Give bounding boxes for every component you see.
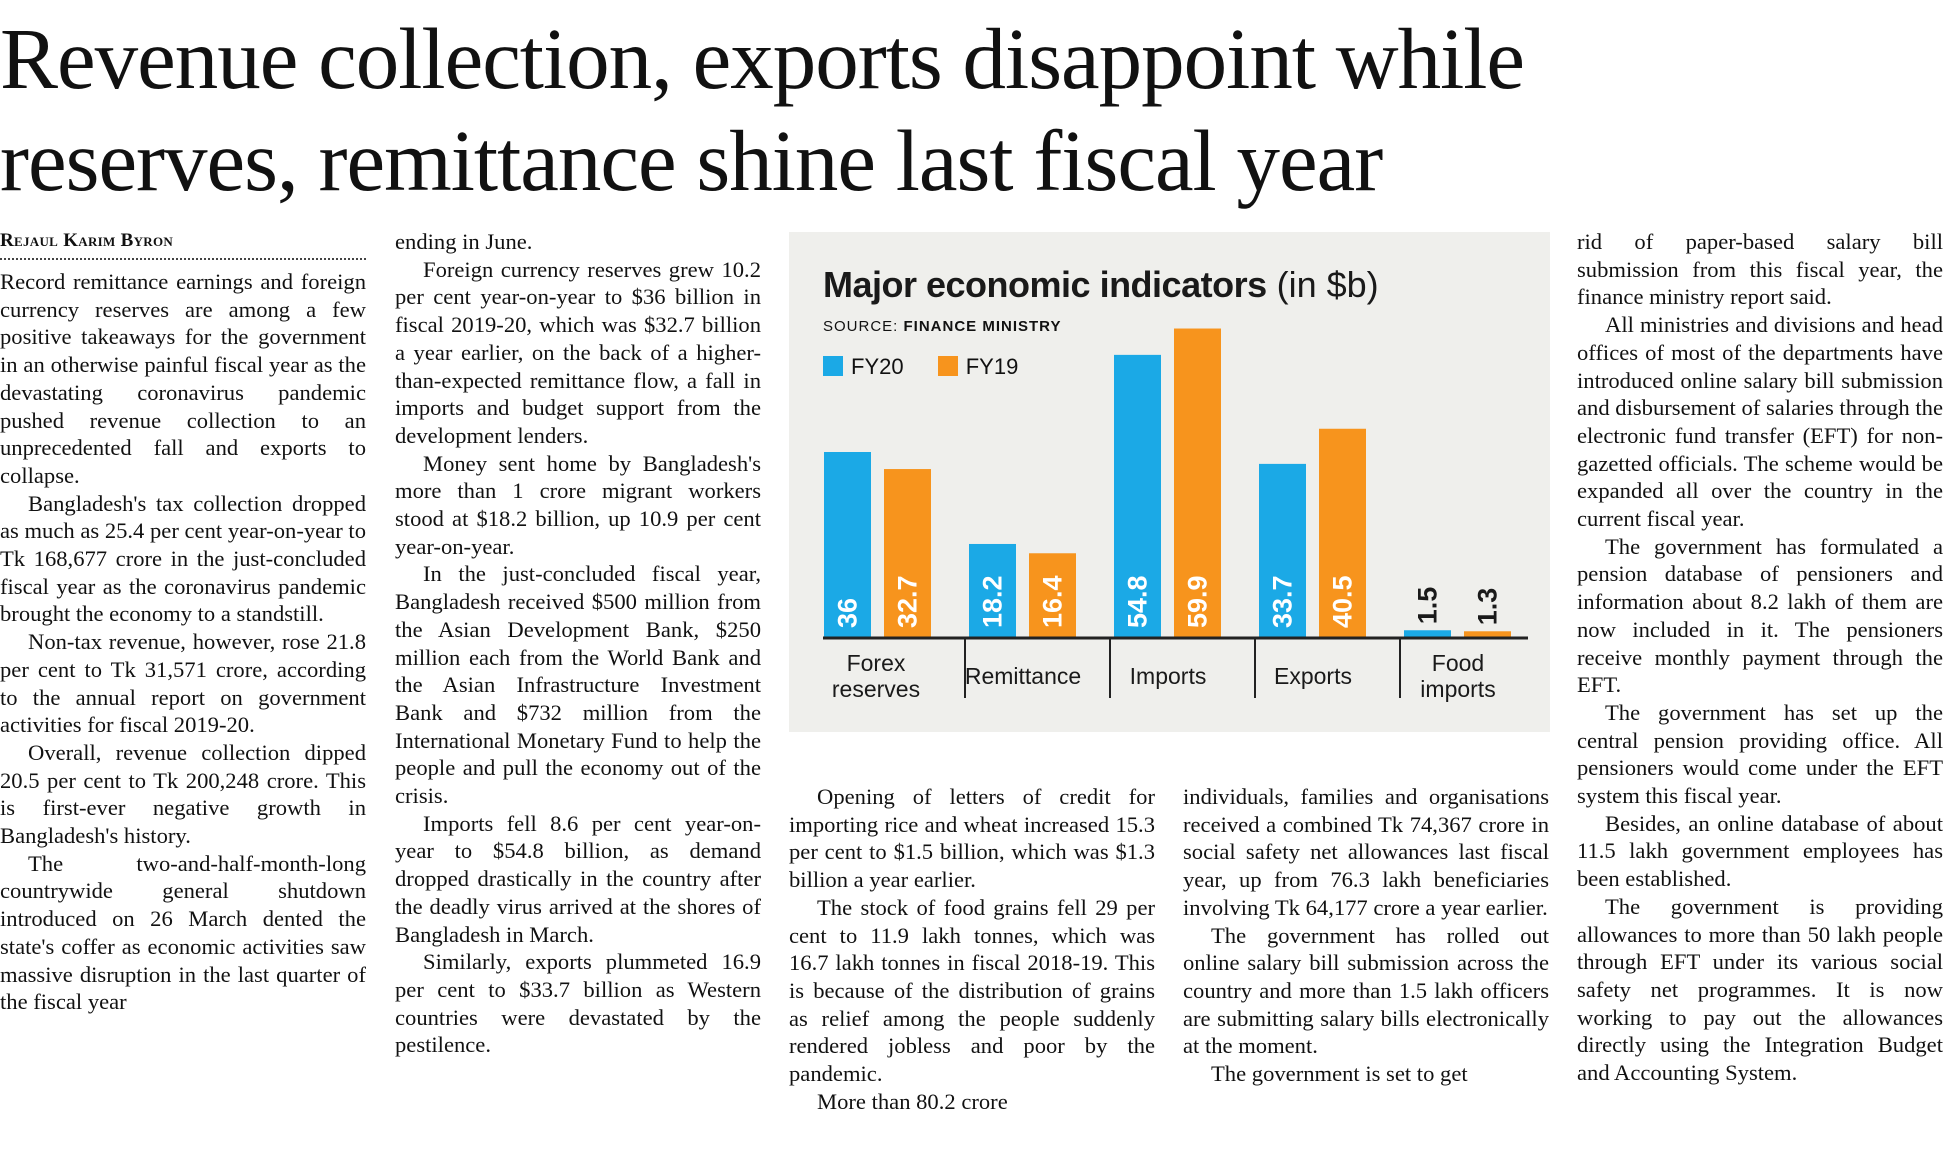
headline xyxy=(0,8,1943,212)
article-paragraph: More than 80.2 crore xyxy=(817,1088,1008,1114)
article-paragraph: individuals, families and organisations received a combined Tk 74,367 crore in social safety net allowances last fiscal year, up from 76.3 lakh beneficiaries involving Tk 64,177 crore a year earlier. xyxy=(1183,784,1549,920)
data-label-remittance-fy19: 16.4 xyxy=(1037,575,1068,628)
chart-title-text: Major economic indicators xyxy=(823,264,1267,305)
article-paragraph: In the just-concluded fiscal year, Bangladesh received $500 million from the Asian Development Bank, $250 million each from the World Bank and the Asian Infrastructure Investment Bank and $732 million from the International Monetary Fund to help the people and pull the economy out of the crisis. xyxy=(395,561,761,809)
category-label-forex-reserves: reserves xyxy=(831,676,921,702)
article-column-3 xyxy=(789,783,1155,1175)
article-paragraph: The government has formulated a pension database of pensioners and information about 8.2 lakh of them are now included in it. The pensioners receive monthly payment through the EFT. xyxy=(1577,533,1943,698)
economic-indicators-graphic xyxy=(789,232,1550,732)
article-paragraph: rid of paper-based salary bill submission from this fiscal year, the finance ministry report said. xyxy=(1577,229,1943,310)
article-paragraph: Besides, an online database of about 11.5 lakh government employees has been established. xyxy=(1577,810,1943,892)
article-paragraph: Record remittance earnings and foreign currency reserves are among a few positive takeaways for the government in an otherwise painful fiscal year as the devastating coronavirus pandemic pushed revenue collection to an unprecedented fall and exports to collapse. xyxy=(0,269,366,488)
article-paragraph: Overall, revenue collection dipped 20.5 per cent to Tk 200,248 crore. This is first-ever negative growth in Bangladesh's history. xyxy=(0,739,366,849)
category-label-forex-reserves: Forex xyxy=(846,650,906,676)
data-label-food-imports-fy20: 1.5 xyxy=(1412,586,1443,625)
chart-unit: (in $b) xyxy=(1276,264,1379,305)
legend-label-fy19: FY19 xyxy=(965,354,1019,379)
article-paragraph: Non-tax revenue, however, rose 21.8 per cent to Tk 31,571 crore, according to the annual report on government activities for fiscal 2019-20. xyxy=(0,629,366,738)
category-label-imports: Imports xyxy=(1129,663,1207,689)
article-column-1 xyxy=(0,228,366,1175)
legend-label-fy20: FY20 xyxy=(851,354,904,379)
article-paragraph: Foreign currency reserves grew 10.2 per cent year-on-year to $36 billion in fiscal 2019-20, which was $32.7 billion a year earlier, on the back of a higher-than-expected remittance flow, a fall in imports and budget support from the development lenders. xyxy=(395,256,761,448)
data-label-food-imports-fy19: 1.3 xyxy=(1472,587,1503,626)
article-column-5 xyxy=(1577,228,1943,1175)
article-column-4 xyxy=(1183,783,1549,1175)
article-paragraph: The government is providing allowances to more than 50 lakh people through EFT under its various social safety net programmes. It is now working to pay out the allowances directly using the Integration Budget and Accounting System. xyxy=(1577,893,1943,1086)
article-paragraph: The stock of food grains fell 29 per cent to 11.9 lakh tonnes, which was 16.7 lakh tonnes in fiscal 2018-19. This is because of the distribution of grains as relief among the people suddenly rendered jobless and poor by the pandemic. xyxy=(789,894,1155,1087)
article-paragraph: The government has rolled out online salary bill submission across the country and more than 1.5 lakh officers are submitting salary bills electronically at the moment. xyxy=(1183,922,1549,1059)
chart-source-name: FINANCE MINISTRY xyxy=(903,318,1062,335)
article-paragraph: The government is set to get xyxy=(1211,1061,1468,1087)
data-label-exports-fy20: 33.7 xyxy=(1267,575,1298,628)
article-paragraph: The two-and-half-month-long countrywide general shutdown introduced on 26 March dented the state's coffer as economic activities saw massive disruption in the last quarter of the fiscal year xyxy=(0,850,366,1015)
article-paragraph: The government has set up the central pension providing office. All pensioners would come under the EFT system this fiscal year. xyxy=(1577,699,1943,809)
data-label-remittance-fy20: 18.2 xyxy=(977,575,1008,628)
data-label-forex-reserves-fy20: 36 xyxy=(832,597,863,628)
article-paragraph: Opening of letters of credit for importing rice and wheat increased 15.3 per cent to $1.5 billion, which was $1.3 billion a year earlier. xyxy=(789,784,1155,893)
article-paragraph: ending in June. xyxy=(395,229,533,254)
article-paragraph: All ministries and divisions and head offices of most of the departments have introduced online salary bill submission and disbursement of salaries through the electronic fund transfer (EFT) for non-gazetted officials. The scheme would be expanded all over the country in the current fiscal year. xyxy=(1577,312,1943,532)
byline: Rejaul Karim Byron xyxy=(0,228,366,260)
category-label-food-imports: imports xyxy=(1420,676,1496,702)
article-paragraph: Bangladesh's tax collection dropped as much as 25.4 per cent year-on-year to Tk 168,677 crore in the just-concluded fiscal year as the coronavirus pandemic brought the economy to a standstill. xyxy=(0,490,366,627)
category-label-food-imports: Food xyxy=(1431,650,1485,676)
bar-chart xyxy=(789,232,1550,732)
headline-line-1: Revenue collection, exports disappoint while xyxy=(0,10,1525,107)
article-paragraph: Similarly, exports plummeted 16.9 per cent to $33.7 billion as Western countries were devastated by the pestilence. xyxy=(395,949,761,1058)
data-label-imports-fy20: 54.8 xyxy=(1122,575,1153,628)
article-paragraph: Imports fell 8.6 per cent year-on-year to $54.8 billion, as demand dropped drastically in the country after the deadly virus arrived at the shores of Bangladesh in March. xyxy=(395,810,761,947)
headline-line-2: reserves, remittance shine last fiscal year xyxy=(0,112,1383,209)
category-label-remittance: Remittance xyxy=(964,663,1082,689)
data-label-imports-fy19: 59.9 xyxy=(1182,575,1213,628)
chart-source-label: SOURCE: xyxy=(823,318,899,335)
category-label-exports: Exports xyxy=(1274,663,1352,689)
article-column-2 xyxy=(395,228,761,1175)
article-paragraph: Money sent home by Bangladesh's more than 1 crore migrant workers stood at $18.2 billion, up 10.9 per cent year-on-year. xyxy=(395,450,761,559)
data-label-exports-fy19: 40.5 xyxy=(1327,575,1358,628)
data-label-forex-reserves-fy19: 32.7 xyxy=(892,575,923,628)
